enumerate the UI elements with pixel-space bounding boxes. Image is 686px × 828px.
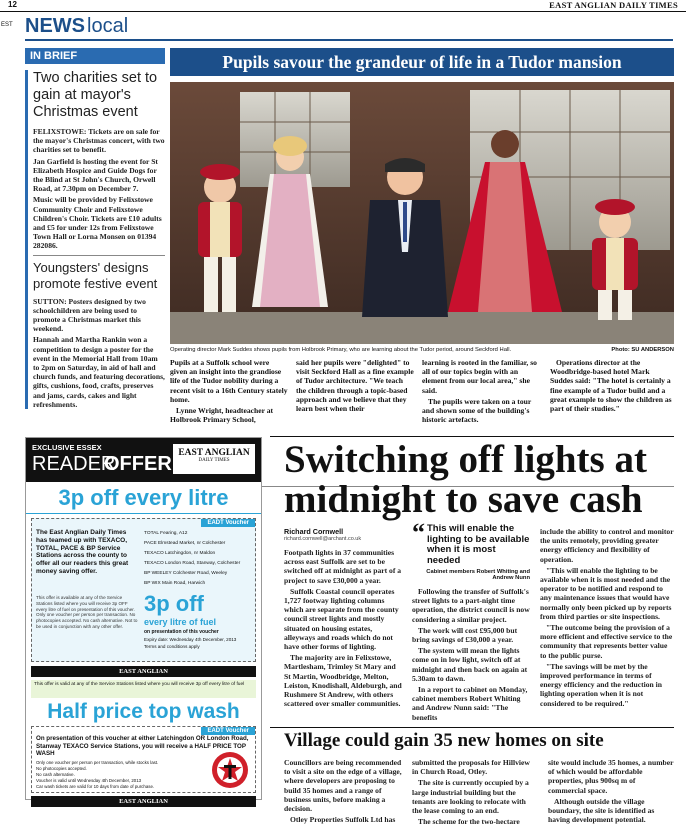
station-list bbox=[144, 529, 254, 589]
lights-col2-p: Following the transfer of Suffolk's street lights to a part-night time operation, the district council is now considering a similar project. bbox=[412, 587, 530, 624]
reader-offer bbox=[25, 437, 262, 805]
section-rule bbox=[25, 39, 673, 41]
offer-title-offer: OFFER bbox=[104, 453, 172, 475]
fuel-voucher-3p: 3p off bbox=[144, 591, 204, 616]
offer-header bbox=[26, 438, 261, 482]
village-col2-p: submitted the proposals for Hillview in Church Road, Otley. bbox=[412, 758, 530, 777]
offer-logo-main: EAST ANGLIAN bbox=[178, 448, 250, 458]
top-rule bbox=[0, 11, 686, 12]
brief1-lead: FELIXSTOWE: bbox=[33, 127, 87, 136]
masthead: EAST ANGLIAN DAILY TIMES bbox=[549, 0, 678, 10]
section-header bbox=[25, 14, 128, 38]
offer-title-reader: READER bbox=[32, 453, 116, 475]
tudor-caption-row bbox=[170, 347, 674, 357]
lights-col1-p: The majority are in Felixstowe, Martlesham, Trimley St Mary and St Martin, Woodbridge, Melton, Leiston, Knodishall, Aldeburgh, and Rushmere St Andrew, with others scattered over smaller communities. bbox=[284, 653, 402, 709]
fuel-voucher-expiry: Expiry date: Wednesday 4th December, 2013 bbox=[144, 637, 237, 642]
brief1-p1: Tickets are on sale for the mayor's Christmas concert, with two charities set to benefit. bbox=[33, 127, 165, 155]
fuel-voucher-terms-apply: Terms and conditions apply bbox=[144, 644, 200, 649]
offer-footer-2: EAST ANGLIAN bbox=[31, 796, 256, 807]
village-col3-p: site would include 35 homes, a number of which would be affordable properties, plus 900sq m of commercial space. bbox=[548, 758, 674, 795]
offer-green-box: This offer is valid at any of the Service Stations listed where you will receive 3p off every litre of fuel bbox=[31, 680, 256, 698]
lights-col2-p: In a report to cabinet on Monday, cabinet members Robert Whiting and Andrew Nunn said: "The benefits bbox=[412, 685, 528, 722]
village-headline: Village could gain 35 new homes on site bbox=[284, 730, 604, 751]
tudor-photo-illustration bbox=[170, 82, 674, 344]
brief1-headline: Two charities set to gain at mayor's Christmas event bbox=[33, 70, 158, 120]
lights-email: richard.cornwell@archant.co.uk bbox=[284, 536, 362, 542]
wash-term-item: Voucher is valid until Wednesday 4th December, 2013 bbox=[36, 778, 142, 783]
brief1-p3: Music will be provided by Felixstowe Community Choir and Felixstowe Children's Choir. Tickets are £10 adults and £5 for under 12s from Felixstowe Town Hall or Lorna Monsen on 01394 282086. bbox=[33, 195, 162, 251]
in-brief-label: IN BRIEF bbox=[25, 48, 165, 64]
fuel-voucher-every-litre: every litre of fuel bbox=[144, 617, 217, 627]
brief2-lead: SUTTON: bbox=[33, 296, 67, 306]
tudor-col1b: Lynne Wright, headteacher at Holbrook Primary School, bbox=[170, 406, 274, 425]
lights-col3-p: "This will enable the lighting to be available when it is most needed and the operator to be notified and respond to any maintenance issues that would have normally only been picked up by reports from third parties or site inspections. bbox=[540, 565, 672, 621]
tudor-col2: said her pupils were "delighted" to visit Seckford Hall as a fine example of Tudor architecture. "We teach the children through a topic-based approach and we believe that they learn best when their bbox=[296, 358, 414, 414]
tudor-photo-credit: Photo: SU ANDERSON bbox=[611, 347, 674, 353]
station-item: PACE Elmstead Market, nr Colchester bbox=[144, 541, 226, 546]
village-col3b-p: Although outside the village boundary, the site is identified as having development potential. bbox=[548, 796, 655, 825]
fuel-voucher-intro: The East Anglian Daily Times has teamed up with TEXACO, TOTAL, PACE & BP Service Stations across the county to offer all our readers this great money saving offer. bbox=[36, 529, 129, 575]
page-number: 12 bbox=[8, 0, 17, 9]
village-col2 bbox=[412, 758, 536, 828]
wash-terms bbox=[36, 760, 196, 790]
lights-byline: Richard Cornwell bbox=[284, 527, 344, 536]
village-col2b-p: The site is currently occupied by a large industrial building but the tenants are looking to relocate with the lease coming to an end. bbox=[412, 778, 529, 816]
lights-col3-p: include the ability to control and monitor the units remotely, providing greater energy efficiency and flexibility of operation. bbox=[540, 527, 674, 564]
station-item: BP WEELEY Colchester Road, Weeley bbox=[144, 571, 228, 576]
station-item: TEXACO London Road, Stanway, Colchester bbox=[144, 561, 241, 566]
brief1-p2: Jan Garfield is hosting the event for St Elizabeth Hospice and Guide Dogs for the Blind at St John's Church, Orwell Road, at 7.30pm on December 7. bbox=[33, 156, 158, 194]
lights-quote: This will enable the lighting to be available when it is most needed bbox=[427, 523, 530, 566]
village-col2c-p: The scheme for the two-hectare bbox=[418, 817, 520, 827]
wash-term-item: Car wash tickets are valid for 10 days from date of purchase. bbox=[36, 784, 155, 789]
lights-col1-p: Footpath lights in 37 communities across east Suffolk are set to be switched off at midnight as part of a project to save £30,000 a year. bbox=[284, 548, 402, 585]
wash-voucher[interactable] bbox=[31, 726, 256, 793]
village-col1 bbox=[284, 758, 402, 826]
lights-quote-attribution: Cabinet members Robert Whiting and Andrew Nunn bbox=[426, 569, 530, 581]
section-title-light: local bbox=[87, 15, 129, 37]
fuel-voucher[interactable] bbox=[31, 518, 256, 662]
tudor-headline-bar bbox=[170, 48, 674, 76]
texaco-logo-icon bbox=[211, 751, 249, 789]
village-col1-p: Councillors are being recommended to visit a site on the edge of a village, where developers are proposing to build 35 homes and a range of business units, before making a decision. bbox=[284, 758, 402, 814]
tudor-col4: Operations director at the Woodbridge-based hotel Mark Suddes said: "The hotel is certainly a fine example of a Tudor build and a great example to show the children as part of their studies." bbox=[550, 358, 672, 414]
station-item: TEXACO Latchingdon, nr Maldon bbox=[144, 551, 216, 556]
station-item: BP WIX Main Road, Harwich bbox=[144, 581, 206, 586]
wash-voucher-body: On presentation of this voucher at either Latchingdon OR London Road, Stanway TEXACO Service Stations, you will receive a HALF PRICE TOP WASH bbox=[36, 735, 249, 757]
tudor-caption: Operating director Mark Suddes shows pupils from Holbrook Primary, who are learning about the Tudor period, around Seckford Hall. bbox=[170, 347, 512, 353]
section-title-bold: NEWS bbox=[25, 15, 85, 37]
fuel-voucher-presentation: on presentation of this voucher bbox=[144, 629, 219, 635]
lights-col2 bbox=[412, 518, 530, 724]
brief2-p2: Hannah and Martha Rankin won a competition to design a poster for the event in the Memorial Hall from 10am to 2pm on Saturday, in aid of hall and church funds, and featuring decorations, gifts, cushions, food, crafts, preserves and jams, cards, cakes and light refreshments. bbox=[33, 335, 165, 409]
lights-headline: Switching off lights at midnight to save cash bbox=[284, 438, 647, 521]
fuel-voucher-terms: This offer is available at any of the Service Stations listed where you will receive 3p OFF every litre of fuel on presentation of this voucher. Only one voucher per person per transaction. No photocopies accepted. No cash alternative. Not to be used in conjunction with any other offer. bbox=[36, 595, 138, 629]
lights-col2-p: The system will mean the lights come on in low light, switch off at midnight and then back on again at 5.30am to dawn. bbox=[412, 646, 528, 683]
lights-col3-p: "The savings will be met by the improved performance in terms of energy efficiency and the reduction in lighting operation when it is not considered to be required." bbox=[540, 661, 662, 708]
brief2-headline: Youngsters' designs promote festive event bbox=[33, 259, 158, 291]
offer-exclusive: EXCLUSIVE ESSEX bbox=[32, 443, 102, 452]
offer-logo-sub: DAILY TIMES bbox=[198, 458, 230, 463]
tudor-col1: Pupils at a Suffolk school were given an insight into the grandiose life of the Tudor nobility during a recent visit to a 16th Century stately home. bbox=[170, 358, 288, 404]
tudor-headline: Pupils savour the grandeur of life in a Tudor mansion bbox=[222, 51, 622, 72]
wash-term-item: No photocopies accepted. bbox=[36, 766, 87, 771]
top-bar bbox=[0, 0, 686, 12]
edge-label: EST bbox=[1, 22, 13, 28]
village-col1b-p: Otley Properties Suffolk Ltd has bbox=[290, 815, 396, 825]
lights-col2-p: The work will cost £95,000 but bring savings of £30,000 a year. bbox=[412, 625, 518, 645]
offer-footer-1: EAST ANGLIAN bbox=[31, 666, 256, 677]
wash-voucher-label: EADT Voucher bbox=[201, 727, 255, 735]
lights-col3 bbox=[540, 527, 674, 710]
fuel-voucher-label: EADT Voucher bbox=[201, 519, 255, 527]
wash-term-item: Only one voucher per person per transaction, while stocks last. bbox=[36, 760, 159, 765]
tudor-col3: learning is rooted in the familiar, so all of our topics begin with an element from our local area," she said. bbox=[422, 358, 537, 395]
lights-col1-p: Suffolk Coastal council operates 1,727 footway lighting columns which are separate from the county council street lights and mostly situated on housing estates, alleyways and roads which do not have other forms of lighting. bbox=[284, 586, 399, 652]
brief2-p1: Posters designed by two schoolchildren are being used to promote a Christmas market this weekend. bbox=[33, 296, 146, 334]
quote-mark-icon: “ bbox=[412, 518, 425, 547]
offer-banner-3p: 3p off every litre bbox=[58, 484, 229, 510]
lights-col1 bbox=[284, 527, 402, 710]
tudor-photo bbox=[170, 82, 674, 344]
station-item: TOTAL Fearing, A12 bbox=[144, 531, 188, 536]
village-col3 bbox=[548, 758, 674, 826]
tudor-col3b: The pupils were taken on a tour and shown some of the building's historic artefacts. bbox=[422, 396, 532, 425]
offer-logo bbox=[173, 444, 255, 474]
half-price-banner: Half price top wash bbox=[47, 700, 240, 723]
wash-term-item: No cash alternative. bbox=[36, 772, 75, 777]
lights-col3-p: "The outcome being the provision of a more efficient and effective service to the community that represents better value to the public purse. bbox=[540, 623, 673, 660]
in-brief-column bbox=[25, 48, 165, 480]
